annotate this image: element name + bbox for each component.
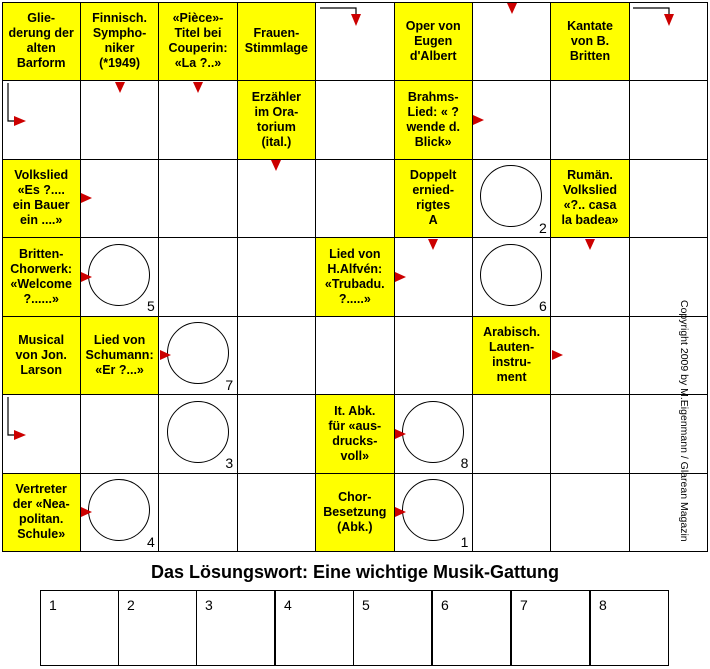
answer-cell[interactable]	[629, 395, 707, 474]
clue-text: Doppelt ernied- rigtes A	[409, 168, 457, 228]
grid-line-horizontal	[2, 237, 708, 238]
solution-title: Das Lösungswort: Eine wichtige Musik-Gattung	[150, 562, 560, 582]
clue-text: Finnisch. Sympho- niker (*1949)	[92, 11, 148, 71]
answer-cell[interactable]	[159, 473, 237, 552]
answer-cell[interactable]	[472, 473, 550, 552]
answer-cell[interactable]	[159, 395, 237, 474]
answer-cell[interactable]	[472, 238, 550, 317]
answer-cell[interactable]	[472, 395, 550, 474]
clue-text: Vertreter der «Nea- politan. Schule»	[12, 482, 70, 542]
clue-cell	[394, 81, 472, 160]
solution-box-8[interactable]	[590, 590, 669, 666]
answer-cell[interactable]	[316, 316, 394, 395]
copyright-text: Copyright 2009 by M.Eigenmann / Glarean Magazin	[678, 300, 690, 542]
clue-cell	[394, 2, 472, 81]
clue-cell	[237, 81, 315, 160]
clue-text: It. Abk. für «aus- drucks- voll»	[328, 403, 382, 463]
grid-line-horizontal	[2, 159, 708, 160]
arrow-bent-down-icon	[320, 6, 362, 28]
arrow-bent-right-icon	[6, 397, 28, 445]
solution-box-number: 8	[599, 597, 607, 613]
clue-cell	[2, 473, 80, 552]
solution-box-number: 6	[441, 597, 449, 613]
answer-cell[interactable]	[316, 81, 394, 160]
arrow-right-icon	[395, 428, 407, 440]
grid-line-vertical	[315, 2, 316, 552]
grid-line-vertical	[237, 2, 238, 552]
solution-circle	[88, 244, 150, 306]
answer-cell[interactable]	[394, 316, 472, 395]
clue-text: Erzähler im Ora- torium (ital.)	[251, 89, 302, 149]
grid-line-horizontal	[2, 551, 708, 552]
answer-cell[interactable]	[237, 473, 315, 552]
clue-cell	[2, 238, 80, 317]
solution-circle	[480, 244, 542, 306]
solution-box-6[interactable]	[432, 590, 511, 666]
clue-cell	[316, 473, 394, 552]
clue-text: Lied von Schumann: «Er ?...»	[85, 332, 154, 377]
solution-circle	[402, 401, 464, 463]
solution-box-3[interactable]	[196, 590, 275, 666]
answer-cell[interactable]	[472, 159, 550, 238]
solution-box-number: 7	[520, 597, 528, 613]
solution-circle	[88, 479, 150, 541]
clue-cell	[159, 2, 237, 81]
arrow-right-icon	[552, 349, 564, 361]
solution-circle	[480, 165, 542, 227]
clue-cell	[551, 159, 629, 238]
clue-text: Kantate von B. Britten	[567, 18, 613, 63]
grid-line-vertical	[550, 2, 551, 552]
clue-cell	[316, 395, 394, 474]
answer-cell[interactable]	[237, 238, 315, 317]
arrow-right-icon	[160, 349, 172, 361]
grid-line-horizontal	[2, 2, 708, 3]
arrow-bent-down-icon	[633, 6, 675, 28]
arrow-down-icon	[270, 160, 282, 172]
solution-box-number: 3	[205, 597, 213, 613]
solution-circle	[167, 401, 229, 463]
solution-number: 4	[146, 533, 155, 550]
solution-box-1[interactable]	[40, 590, 119, 666]
grid-line-horizontal	[2, 316, 708, 317]
answer-cell[interactable]	[159, 159, 237, 238]
clue-cell	[316, 238, 394, 317]
solution-box-2[interactable]	[118, 590, 197, 666]
answer-cell[interactable]	[629, 473, 707, 552]
arrow-bent-right-icon	[6, 83, 28, 131]
clue-cell	[472, 316, 550, 395]
answer-cell[interactable]	[551, 395, 629, 474]
solution-number: 5	[146, 298, 155, 314]
solution-box-number: 4	[284, 597, 292, 613]
arrow-right-icon	[81, 271, 93, 283]
arrow-right-icon	[81, 192, 93, 204]
arrow-down-icon	[506, 3, 518, 15]
clue-text: Brahms- Lied: « ? wende d. Blick»	[406, 89, 460, 149]
grid-line-vertical	[472, 2, 473, 552]
solution-box-4[interactable]	[275, 590, 354, 666]
answer-cell[interactable]	[159, 238, 237, 317]
grid-line-horizontal	[2, 394, 708, 395]
clue-cell	[80, 2, 158, 81]
solution-box-number: 2	[127, 597, 135, 613]
solution-box-number: 1	[49, 597, 57, 613]
solution-circle	[402, 479, 464, 541]
arrow-down-icon	[114, 82, 126, 94]
clue-text: Volkslied «Es ?.... ein Bauer ein ....»	[12, 168, 70, 228]
solution-box-number: 5	[362, 597, 370, 613]
clue-text: Oper von Eugen d'Albert	[405, 18, 461, 63]
answer-cell[interactable]	[629, 81, 707, 160]
clue-text: Rumän. Volkslied «?.. casa la badea»	[561, 168, 619, 228]
clue-cell	[2, 159, 80, 238]
answer-cell[interactable]	[237, 395, 315, 474]
arrow-right-icon	[395, 271, 407, 283]
grid-line-vertical	[629, 2, 630, 552]
solution-circle	[167, 322, 229, 384]
clue-text: Chor- Besetzung (Abk.)	[323, 489, 387, 534]
answer-cell[interactable]	[316, 159, 394, 238]
solution-number: 7	[225, 376, 234, 393]
clue-text: Arabisch. Lauten- instru- ment	[483, 325, 541, 385]
grid-line-vertical	[707, 2, 708, 552]
arrow-down-icon	[427, 239, 439, 251]
clue-text: Frauen- Stimmlage	[244, 26, 308, 56]
arrow-right-icon	[395, 506, 407, 518]
solution-number: 8	[460, 455, 469, 471]
clue-text: Lied von H.Alfvén: «Trubadu. ?.....»	[324, 246, 385, 306]
arrow-down-icon	[584, 239, 596, 251]
grid-line-vertical	[158, 2, 159, 552]
clue-text: Britten- Chorwerk: «Welcome ?......»	[10, 246, 73, 306]
arrow-right-icon	[473, 114, 485, 126]
grid-line-vertical	[2, 2, 3, 552]
solution-number: 3	[225, 455, 234, 471]
clue-cell	[2, 2, 80, 81]
grid-line-horizontal	[2, 473, 708, 474]
answer-cell[interactable]	[629, 159, 707, 238]
answer-cell[interactable]	[237, 316, 315, 395]
solution-number: 1	[460, 533, 469, 550]
solution-box-5[interactable]	[353, 590, 432, 666]
solution-number: 2	[538, 219, 547, 236]
solution-word-row	[40, 590, 669, 666]
clue-cell	[2, 316, 80, 395]
clue-cell	[80, 316, 158, 395]
solution-number: 6	[538, 298, 547, 314]
arrow-right-icon	[81, 506, 93, 518]
clue-text: Musical von Jon. Larson	[15, 332, 67, 377]
clue-text: «Pièce»- Titel bei Couperin: «La ?..»	[168, 11, 228, 71]
clue-cell	[394, 159, 472, 238]
grid-line-horizontal	[2, 80, 708, 81]
clue-cell	[237, 2, 315, 81]
answer-cell[interactable]	[80, 395, 158, 474]
answer-cell[interactable]	[629, 238, 707, 317]
crossword-grid	[2, 2, 708, 552]
clue-cell	[551, 2, 629, 81]
clue-text: Glie- derung der alten Barform	[8, 11, 74, 71]
answer-cell[interactable]	[551, 473, 629, 552]
answer-cell[interactable]	[629, 316, 707, 395]
arrow-down-icon	[192, 82, 204, 94]
answer-cell[interactable]	[551, 81, 629, 160]
solution-box-7[interactable]	[511, 590, 590, 666]
